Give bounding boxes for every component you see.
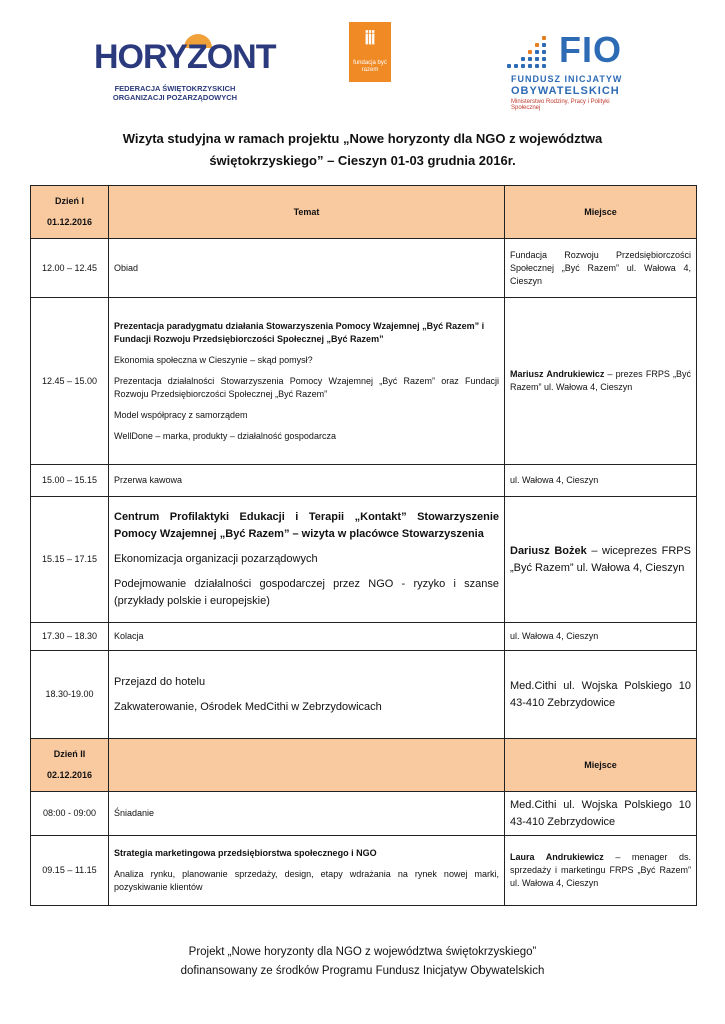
fundacja-byc-razem-logo (349, 22, 391, 82)
table-row (31, 623, 697, 651)
fio-logo (501, 28, 637, 113)
speaker-details: – menager ds. sprzedaży i marketingu FRPS „Być Razem” ul. Wałowa 4, Cieszyn (510, 852, 691, 888)
time-cell: 15.15 – 17.15 (31, 497, 109, 623)
time-cell: 17.30 – 18.30 (31, 623, 109, 651)
fio-logo-line1: FUNDUSZ INICJATYW (511, 74, 623, 84)
topic-cell: Przerwa kawowa (109, 465, 505, 497)
place-cell: Med.Cithi ul. Wojska Polskiego 10 43-410 Zebrzydowice (505, 651, 697, 739)
topic-cell: Śniadanie (109, 792, 505, 836)
horyzont-logo-name: HORYZONT (94, 38, 276, 76)
fbr-logo-text: fundacja być razem (353, 60, 387, 73)
topic-cell: Obiad (109, 239, 505, 298)
place-cell: Med.Cithi ul. Wojska Polskiego 10 43-410 Zebrzydowice (505, 792, 697, 836)
topic-item: Prezentacja działalności Stowarzyszenia Pomocy Wzajemnej „Być Razem” oraz Fundacji Rozwoju Przedsiębiorczości Społecznej „Być Razem” (114, 375, 499, 399)
place-cell: ul. Wałowa 4, Cieszyn (505, 465, 697, 497)
speaker-details: – prezes FRPS „Być Razem” ul. Wałowa 4, Cieszyn (510, 369, 691, 392)
footer-line-2: dofinansowany ze środków Programu Fundusz Inicjatyw Obywatelskich (180, 965, 545, 977)
day-date: 02.12.2016 (46, 770, 93, 780)
speaker-name: Laura Andrukiewicz (510, 852, 604, 862)
title-line-2: świętokrzyskiego” – Cieszyn 01-03 grudnia 2016r. (209, 153, 516, 168)
fio-logo-line3: Ministerstwo Rodziny, Pracy i Polityki Społecznej (511, 99, 610, 111)
place-cell: ul. Wałowa 4, Cieszyn (505, 623, 697, 651)
topic-item: Ekonomizacja organizacji pozarządowych (114, 553, 318, 565)
time-cell: 12.45 – 15.00 (31, 298, 109, 465)
time-cell: 09.15 – 11.15 (31, 836, 109, 906)
time-cell: 15.00 – 15.15 (31, 465, 109, 497)
footer (120, 943, 605, 981)
column-header-place: Miejsce (505, 739, 697, 792)
column-header-topic: Temat (109, 186, 505, 239)
topic-item: Analiza rynku, planowanie sprzedaży, design, etapy wdrażania na rynek nowej marki, pozyskiwanie klientów (114, 869, 499, 892)
table-row (31, 497, 697, 623)
time-cell: 18.30-19.00 (31, 651, 109, 739)
topic-heading: Strategia marketingowa przedsiębiorstwa społecznego i NGO (114, 848, 377, 858)
place-cell (505, 298, 697, 465)
table-row (31, 239, 697, 298)
topic-item: Ekonomia społeczna w Cieszynie – skąd pomysł? (114, 354, 313, 365)
topic-heading: Prezentacja paradygmatu działania Stowarzyszenia Pomocy Wzajemnej „Być Razem” i Fundacji Rozwoju Przedsiębiorczości Społecznej „Być Razem” (114, 320, 485, 344)
topic-cell: Kolacja (109, 623, 505, 651)
table-row (31, 792, 697, 836)
speaker-details: – wiceprezes FRPS „Być Razem” ul. Wałowa 4, Cieszyn (510, 544, 691, 574)
time-cell: 08:00 - 09:00 (31, 792, 109, 836)
footer-line-1: Projekt „Nowe horyzonty dla NGO z województwa świętokrzyskiego” (188, 946, 537, 958)
day-date: 01.12.2016 (46, 217, 93, 227)
table-row (31, 836, 697, 906)
day-label: Dzień I (54, 196, 84, 206)
speaker-name: Dariusz Bożek (510, 544, 587, 557)
table-row (31, 298, 697, 465)
place-cell: Fundacja Rozwoju Przedsiębiorczości Społecznej „Być Razem” ul. Wałowa 4, Cieszyn (505, 239, 697, 298)
topic-cell (109, 651, 505, 739)
topic-item: Model współpracy z samorządem (114, 409, 248, 420)
schedule-table (30, 185, 697, 906)
topic-item: Podejmowanie działalności gospodarczej przez NGO - ryzyko i szanse (przykłady polskie i europejskie) (114, 578, 499, 607)
topic-item: WellDone – marka, produkty – działalność gospodarcza (114, 430, 336, 441)
horyzont-logo (88, 28, 276, 113)
fio-logo-line2: OBYWATELSKICH (511, 85, 620, 97)
column-header-place: Miejsce (505, 186, 697, 239)
place-cell (505, 836, 697, 906)
title-line-1: Wizyta studyjna w ramach projektu „Nowe horyzonty dla NGO z województwa (122, 131, 603, 146)
topic-heading: Centrum Profilaktyki Edukacji i Terapii „Kontakt” Stowarzyszenie Pomocy Wzajemnej „Być Razem” – wizyta w placówce Stowarzyszenia (114, 511, 499, 540)
day-label: Dzień II (53, 749, 86, 759)
topic-item: Przejazd do hotelu (114, 675, 206, 688)
table-row (31, 465, 697, 497)
topic-item: Zakwaterowanie, Ośrodek MedCithi w Zebrzydowicach (114, 700, 382, 713)
topic-cell (109, 836, 505, 906)
topic-cell (109, 497, 505, 623)
day2-label-cell (31, 739, 109, 792)
document-title (100, 128, 625, 172)
people-icon: ⅲ (364, 28, 376, 48)
day2-header-row (31, 739, 697, 792)
time-cell: 12.00 – 12.45 (31, 239, 109, 298)
speaker-name: Mariusz Andrukiewicz (510, 369, 605, 379)
day1-label-cell (31, 186, 109, 239)
column-header-topic-empty (109, 739, 505, 792)
table-row (31, 651, 697, 739)
topic-cell (109, 298, 505, 465)
header-logos (0, 0, 725, 120)
horyzont-logo-subtitle: FEDERACJA ŚWIĘTOKRZYSKICH ORGANIZACJI POZARZĄDOWYCH (112, 84, 238, 102)
day1-header-row (31, 186, 697, 239)
dots-icon (507, 36, 551, 70)
place-cell (505, 497, 697, 623)
fio-logo-name: FIO (559, 29, 622, 70)
